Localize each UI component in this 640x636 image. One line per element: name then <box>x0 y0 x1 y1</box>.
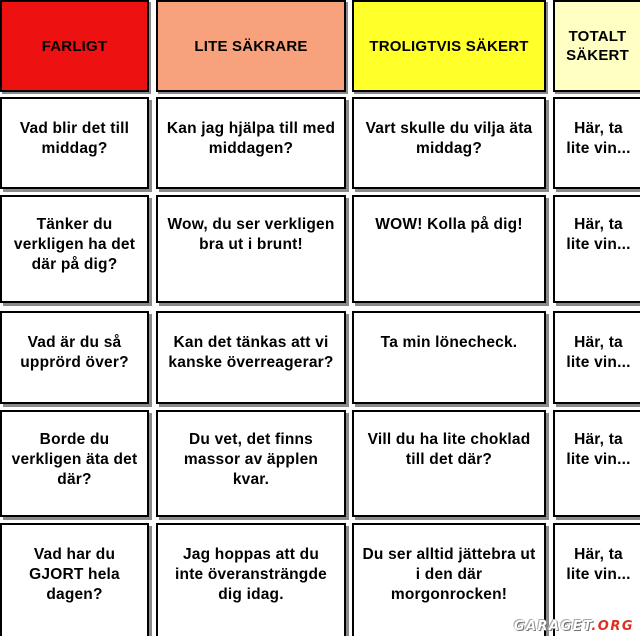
cell-text: Tänker du verkligen ha det där på dig? <box>13 216 136 273</box>
table-cell <box>553 311 640 404</box>
watermark-name: GARAGET <box>513 619 592 634</box>
cell-text: Här, ta lite vin... <box>566 120 631 157</box>
table-cell <box>352 311 546 404</box>
table-cell <box>0 97 149 189</box>
cell-text: Här, ta lite vin... <box>566 431 631 468</box>
cell-text: Borde du verkligen äta det där? <box>11 431 138 488</box>
header-troligtvis-sakert <box>352 0 546 92</box>
cell-text: Kan det tänkas att vi kanske överreagerar? <box>168 334 334 371</box>
header-lite-sakrare <box>156 0 346 92</box>
watermark-tld: .ORG <box>591 619 634 634</box>
table-cell <box>156 97 346 189</box>
table-cell <box>352 410 546 517</box>
cell-text: Vad är du så upprörd över? <box>20 334 129 371</box>
table-cell <box>553 195 640 303</box>
cell-text: Vad har du GJORT hela dagen? <box>29 546 120 603</box>
table-cell <box>0 311 149 404</box>
table-cell <box>156 311 346 404</box>
table-cell <box>156 523 346 636</box>
header-label: TOTALT SÄKERT <box>566 28 629 64</box>
table-cell <box>0 195 149 303</box>
table-cell <box>156 410 346 517</box>
cell-text: WOW! Kolla på dig! <box>375 216 523 233</box>
watermark-logo <box>514 619 634 634</box>
cell-text: Vad blir det till middag? <box>19 120 130 157</box>
cell-text: Wow, du ser verkligen bra ut i brunt! <box>167 216 335 253</box>
table-cell <box>553 97 640 189</box>
table-cell <box>352 195 546 303</box>
table-cell <box>553 410 640 517</box>
header-label: FARLIGT <box>41 37 108 55</box>
cell-text: Ta min lönecheck. <box>380 334 518 351</box>
cell-text: Du vet, det finns massor av äpplen kvar. <box>183 431 319 488</box>
cell-text: Här, ta lite vin... <box>566 334 631 371</box>
header-farligt <box>0 0 149 92</box>
cell-text: Jag hoppas att du inte överansträngde dig idag. <box>175 546 327 603</box>
header-label: LITE SÄKRARE <box>194 37 308 55</box>
table-cell <box>0 523 149 636</box>
cell-text: Här, ta lite vin... <box>566 546 631 583</box>
cell-text: Kan jag hjälpa till med middagen? <box>166 120 336 157</box>
cell-text: Här, ta lite vin... <box>566 216 631 253</box>
cell-text: Vart skulle du vilja äta middag? <box>365 120 533 157</box>
table-cell <box>156 195 346 303</box>
header-totalt-sakert <box>553 0 640 92</box>
cell-text: Du ser alltid jättebra ut i den där morgonrocken! <box>362 546 536 603</box>
table-cell <box>352 97 546 189</box>
header-label: TROLIGTVIS SÄKERT <box>369 37 529 55</box>
cell-text: Vill du ha lite choklad till det där? <box>367 431 531 468</box>
table-cell <box>0 410 149 517</box>
